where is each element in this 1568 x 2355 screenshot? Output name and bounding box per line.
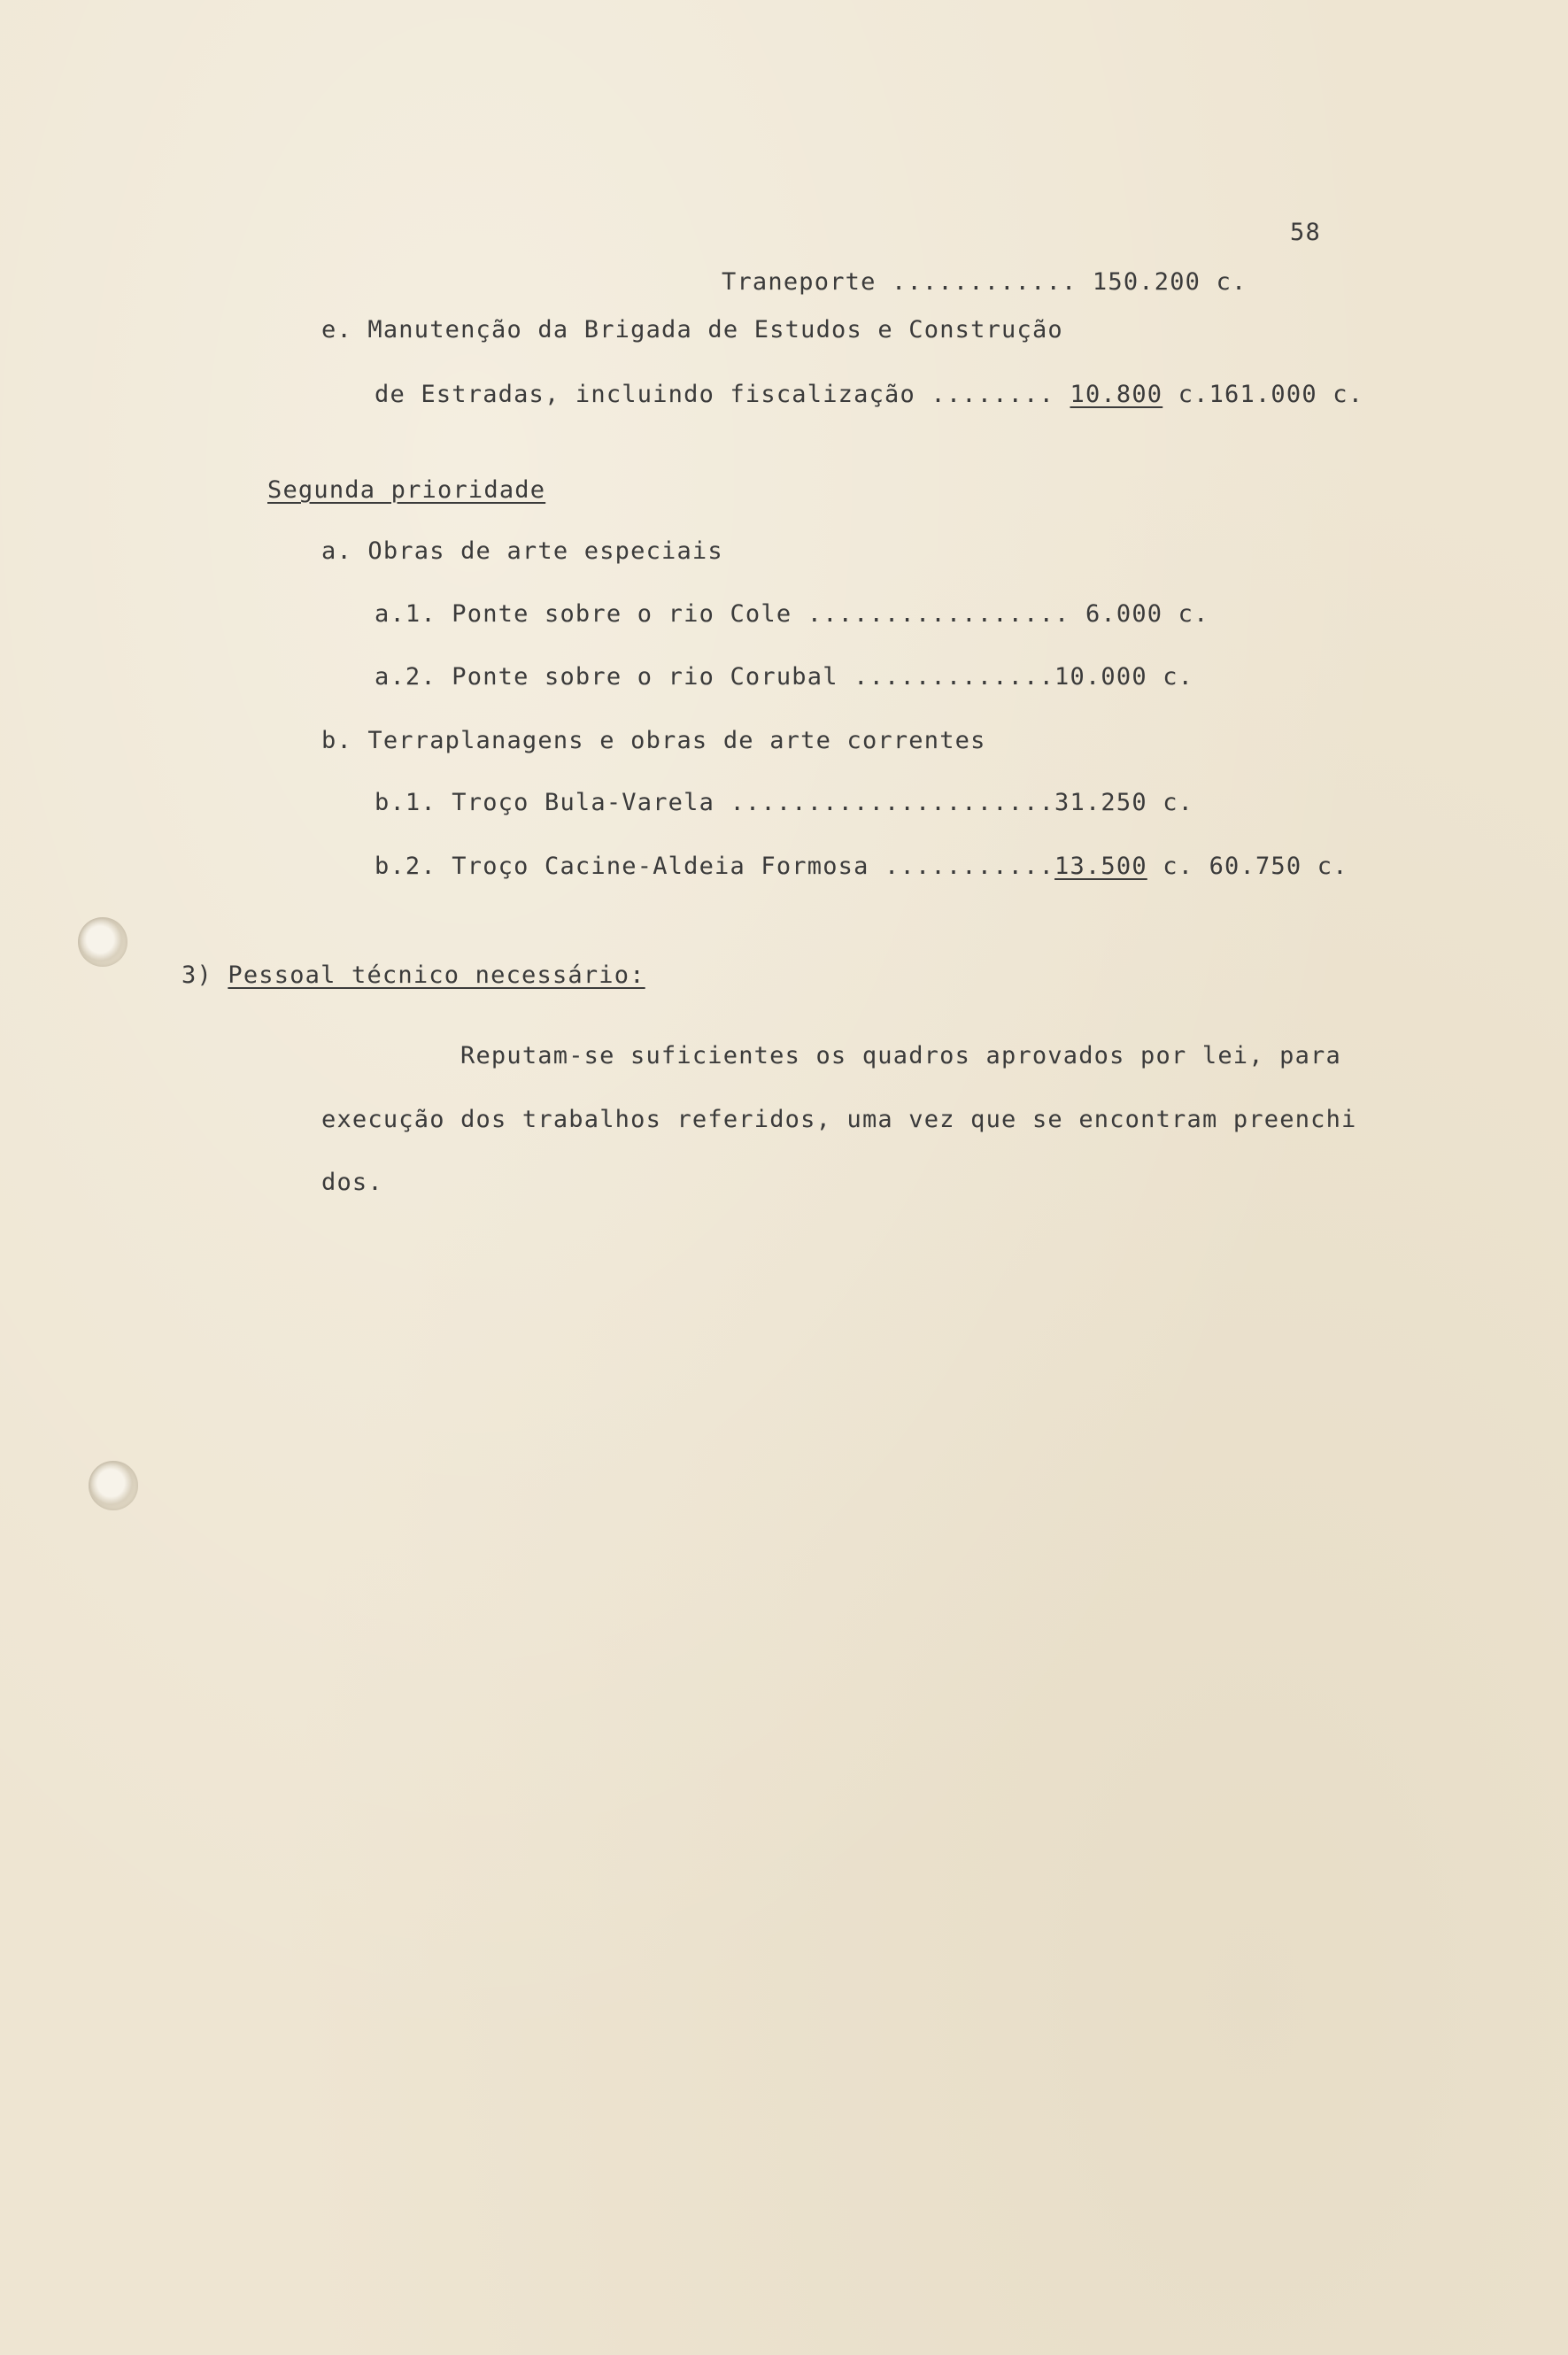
item-e-line2-text: de Estradas, incluindo fiscalização ........: [375, 381, 1070, 408]
paragraph-line-1: Reputam-se suficientes os quadros aprovados por lei, para: [460, 1042, 1341, 1069]
item-e-value: 10.800: [1070, 381, 1163, 408]
section-3-title: Pessoal técnico necessário:: [228, 961, 645, 989]
item-b1: b.1. Troço Bula-Varela .....................31.250 c.: [375, 789, 1194, 816]
item-e-line1: e. Manutenção da Brigada de Estudos e Construção: [321, 316, 1063, 344]
punch-hole-bottom: [89, 1461, 138, 1510]
item-a1: a.1. Ponte sobre o rio Cole ................. 6.000 c.: [375, 600, 1209, 628]
item-b2-total: c. 60.750 c.: [1147, 853, 1348, 880]
item-b2-text: b.2. Troço Cacine-Aldeia Formosa ...........: [375, 853, 1055, 880]
punch-hole-top: [78, 917, 127, 967]
item-b2: [375, 852, 1348, 882]
item-e-line2: [375, 380, 1363, 410]
item-a2: a.2. Ponte sobre o rio Corubal .............10.000 c.: [375, 663, 1194, 691]
paragraph-line-2: execução dos trabalhos referidos, uma vez que se encontram preenchi: [321, 1106, 1357, 1133]
segunda-prioridade-heading: Segunda prioridade: [267, 476, 546, 504]
section-3-number: 3): [182, 961, 228, 989]
page-number: 58: [1290, 219, 1321, 246]
section-3-heading: [182, 961, 645, 991]
item-e-total: c.161.000 c.: [1162, 381, 1364, 408]
item-b-heading: b. Terraplanagens e obras de arte correntes: [321, 727, 986, 754]
item-a-heading: a. Obras de arte especiais: [321, 537, 723, 565]
paragraph-line-3: dos.: [321, 1169, 383, 1196]
transporte-line: Traneporte ............ 150.200 c.: [722, 268, 1247, 296]
item-b2-value: 13.500: [1054, 853, 1147, 880]
